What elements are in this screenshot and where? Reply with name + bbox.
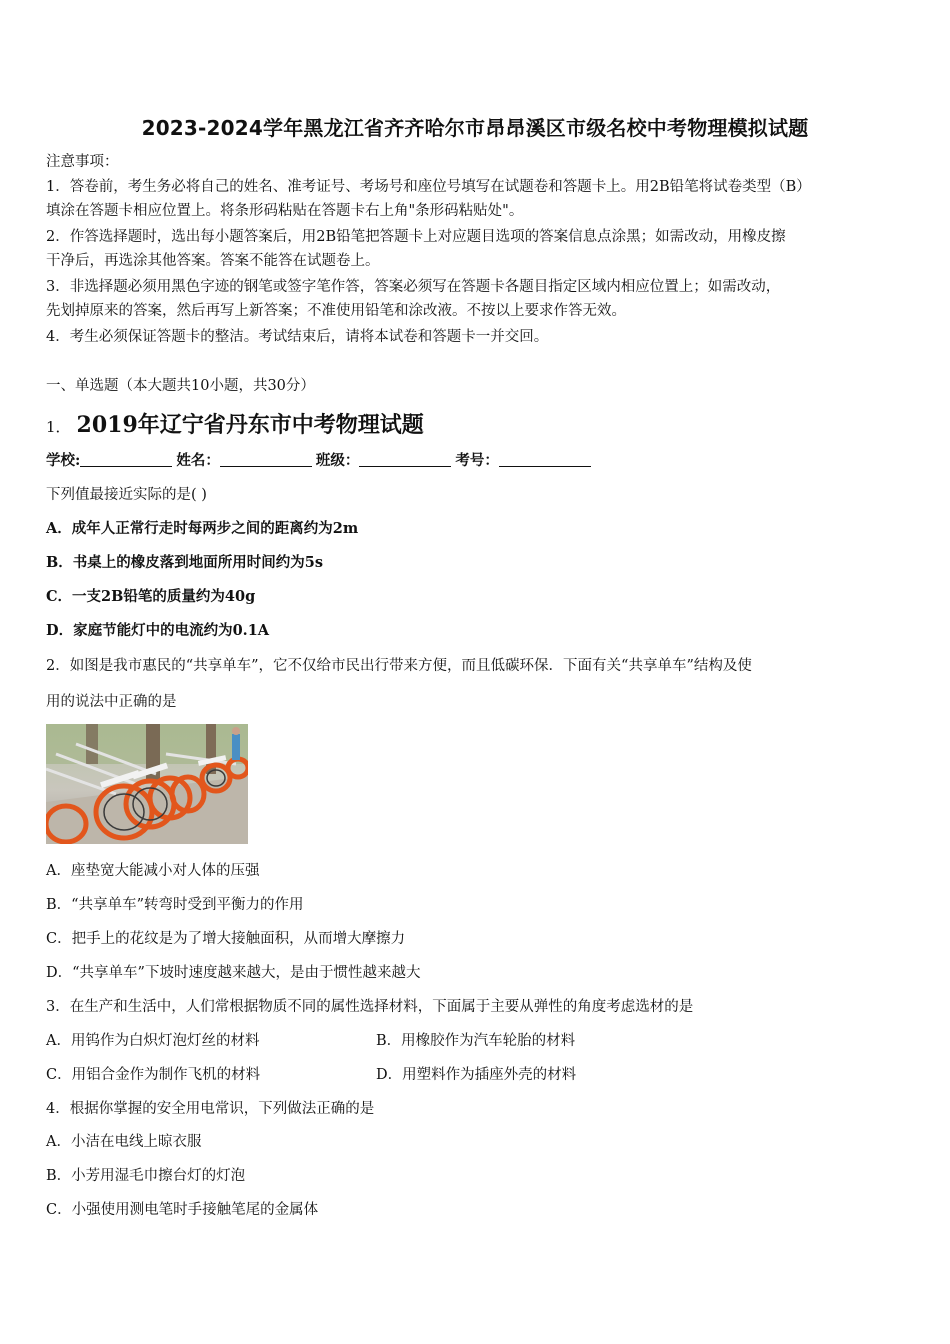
question-1-title-text: 2019年辽宁省丹东市中考物理试题 [76,412,424,438]
question-1-option: B．书桌上的橡皮落到地面所用时间约为5s [46,554,324,571]
question-3-option: A．用钨作为白炽灯泡灯丝的材料 [46,1033,260,1049]
shared-bicycles-photo [46,724,248,844]
question-4-option: B．小芳用湿毛巾擦台灯的灯泡 [46,1168,246,1184]
name-label: 姓名： [176,452,220,469]
question-3-option: D．用塑料作为插座外壳的材料 [376,1067,577,1083]
question-2-option: D．“共享单车”下坡时速度越来越大，是由于惯性越来越大 [46,965,421,981]
notice-line: 2．作答选择题时，选出每小题答案后，用2B铅笔把答题卡上对应题目选项的答案信息点涂黑；如需改动，用橡皮擦 [46,229,786,245]
question-1-option: D．家庭节能灯中的电流约为0.1A [46,622,270,639]
question-4-option: A．小洁在电线上晾衣服 [46,1134,202,1150]
notice-line: 先划掉原来的答案，然后再写上新答案；不准使用铅笔和涂改液。不按以上要求作答无效。 [46,303,626,319]
question-number: 1． [46,418,71,436]
question-2-stem: 用的说法中正确的是 [46,694,177,710]
question-2-option: B．“共享单车”转弯时受到平衡力的作用 [46,897,304,913]
notice-line: 干净后，再选涂其他答案。答案不能答在试题卷上。 [46,253,380,269]
question-2-option: A．座垫宽大能减小对人体的压强 [46,863,260,879]
question-2-stem: 2．如图是我市惠民的“共享单车”，它不仅给市民出行带来方便，而且低碳环保．下面有关“共享单车”结构及使 [46,658,752,674]
question-3-option: C．用铝合金作为制作飞机的材料 [46,1067,261,1083]
school-blank [80,452,172,467]
page-title: 2023-2024学年黑龙江省齐齐哈尔市昂昂溪区市级名校中考物理模拟试题 [141,116,809,140]
notice-line: 4．考生必须保证答题卡的整洁。考试结束后，请将本试卷和答题卡一并交回。 [46,329,549,345]
question-1-stem: 下列值最接近实际的是( ) [46,487,207,503]
question-4-stem: 4．根据你掌握的安全用电常识，下列做法正确的是 [46,1101,375,1117]
question-1-option: C．一支2B铅笔的质量约为40g [46,588,256,605]
question-1-title [46,408,424,439]
class-label: 班级： [315,452,360,469]
student-info-row [46,451,906,471]
question-3-stem: 3．在生产和生活中，人们常根据物质不同的属性选择材料，下面属于主要从弹性的角度考虑选材的是 [46,999,694,1015]
exam-number-label: 考号： [455,452,499,469]
name-blank [220,452,312,467]
notice-line: 填涂在答题卡相应位置上。将条形码粘贴在答题卡右上角"条形码粘贴处"。 [46,203,524,219]
question-4-option: C．小强使用测电笔时手接触笔尾的金属体 [46,1202,319,1218]
notice-heading: 注意事项： [46,154,119,170]
question-3-option: B．用橡胶作为汽车轮胎的材料 [376,1033,576,1049]
exam-number-blank [499,452,591,467]
notice-line: 3．非选择题必须用黑色字迹的钢笔或签字笔作答，答案必须写在答题卡各题目指定区域内相应位置上；如需改动， [46,279,781,295]
question-2-option: C．把手上的花纹是为了增大接触面积，从而增大摩擦力 [46,931,406,947]
notice-line: 1．答卷前，考生务必将自己的姓名、准考证号、考场号和座位号填写在试题卷和答题卡上。用2B铅笔将试卷类型（B） [46,179,811,195]
question-1-option: A．成年人正常行走时每两步之间的距离约为2m [46,520,359,537]
class-blank [359,452,451,467]
school-label: 学校: [46,452,81,469]
section-heading: 一、单选题（本大题共10小题，共30分） [46,378,315,394]
